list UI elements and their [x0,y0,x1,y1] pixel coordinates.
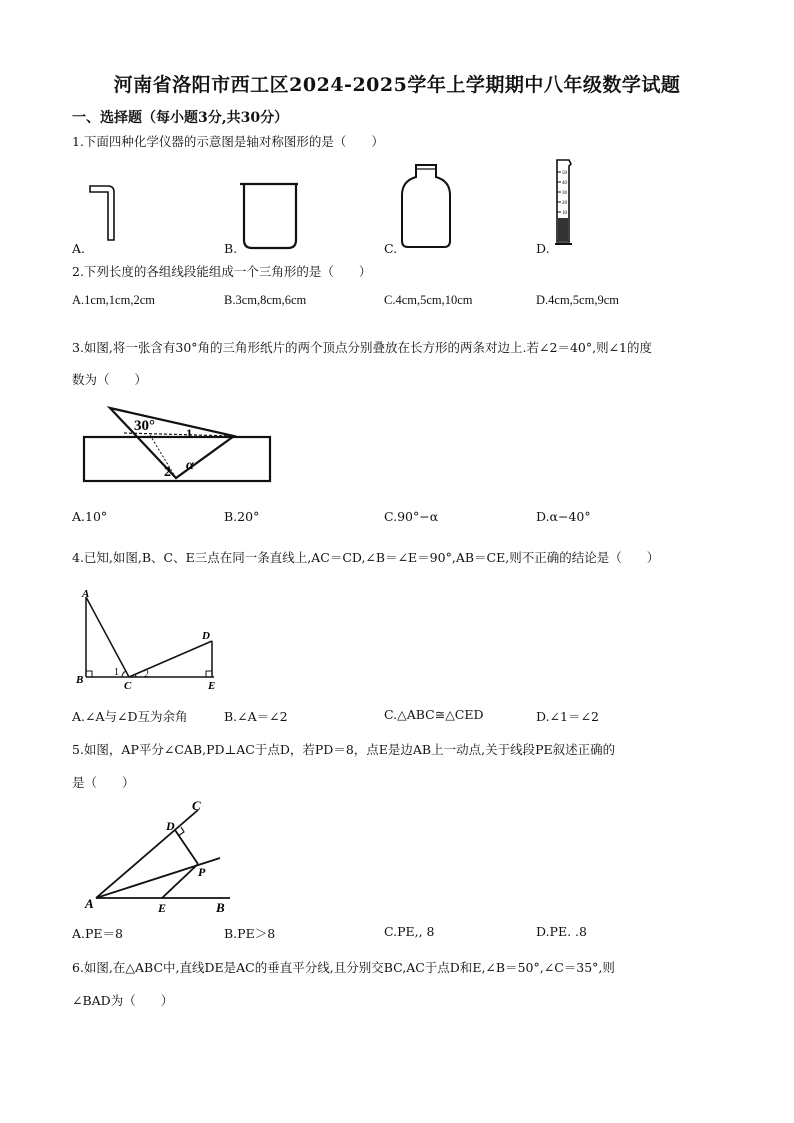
q3-label-30: 30° [134,418,155,434]
q3-option-d[interactable]: D.α−40° [536,509,591,524]
section-heading: 一、选择题（每小题3分,共30分） [72,110,289,126]
q6-stem-line1: 6.如图,在△ABC中,直线DE是AC的垂直平分线,且分别交BC,AC于点D和E,∠B＝50°,∠C＝35°,则 [72,960,615,975]
q1-option-b[interactable]: B. [224,241,238,256]
q5-stem-line2: 是（ ） [72,775,135,790]
q3-option-a[interactable]: A.10° [72,509,108,524]
q2-option-a[interactable]: A.1cm,1cm,2cm [72,293,155,307]
cylinder-tick-30: 30 [562,191,567,196]
q5-option-a[interactable]: A.PE＝8 [72,926,123,941]
q2-option-c[interactable]: C.4cm,5cm,10cm [384,293,473,307]
q4-option-d[interactable]: D.∠1＝∠2 [536,709,599,724]
q3-label-1: 1 [186,426,193,441]
q4-label-c: C [124,680,132,692]
cylinder-tick-20: 20 [562,201,567,206]
q5-option-d[interactable]: D.PE. .8 [536,924,587,939]
q5-label-a: A [85,896,94,911]
q3-option-c[interactable]: C.90°−α [384,509,439,524]
cylinder-tick-50: 50 [562,171,567,176]
q5-label-p: P [198,865,206,879]
q4-label-1: 1 [114,667,119,678]
q5-figure [82,796,252,916]
q3-label-2: 2 [164,465,171,480]
q4-label-b: B [76,674,84,686]
q1-figure-b-beaker [236,178,306,258]
q5-label-e: E [158,901,167,915]
q5-stem-line1: 5.如图，AP平分∠CAB,PD⊥AC于点D，若PD＝8，点E是边AB上一动点,关于线段PE叙述正确的 [72,742,616,757]
q3-figure [84,405,284,485]
q5-option-b[interactable]: B.PE＞8 [224,926,276,941]
q2-stem: 2.下列长度的各组线段能组成一个三角形的是（ ） [72,264,372,279]
q1-option-d[interactable]: D. [536,241,550,256]
q4-label-2: 2 [144,669,149,680]
q4-stem: 4.已知,如图,B、C、E三点在同一条直线上,AC＝CD,∠B＝∠E＝90°,AB＝CE,则不正确的结论是（ ） [72,550,660,565]
q1-stem: 1.下面四种化学仪器的示意图是轴对称图形的是（ ） [72,134,384,149]
q4-label-a: A [82,588,90,600]
q2-option-b[interactable]: B.3cm,8cm,6cm [224,293,307,307]
q5-label-b: B [216,900,225,915]
q1-figure-a-tube [88,178,128,268]
q3-stem-line2: 数为（ ） [72,372,148,387]
q5-label-d: D [166,819,175,833]
cylinder-tick-40: 40 [562,181,567,186]
q4-option-a[interactable]: A.∠A与∠D互为余角 [72,709,188,724]
q6-stem-line2: ∠BAD为（ ） [72,993,174,1008]
q1-option-a[interactable]: A. [72,241,86,256]
cylinder-tick-10: 10 [562,211,567,216]
q3-stem-line1: 3.如图,将一张含有30°角的三角形纸片的两个顶点分别叠放在长方形的两条对边上.若∠2＝40°,则∠1的度 [72,340,653,355]
q3-label-alpha: α [186,458,194,473]
q4-option-b[interactable]: B.∠A＝∠2 [224,709,288,724]
q4-figure [74,587,224,692]
q1-figure-d-cylinder [551,158,581,248]
q4-option-c[interactable]: C.△ABC≅△CED [384,707,484,722]
page-title: 河南省洛阳市西工区2024-2025学年上学期期中八年级数学试题 [113,74,681,96]
q4-label-d: D [202,630,210,642]
q1-figure-c-bottle [400,163,460,253]
q3-option-b[interactable]: B.20° [224,509,260,524]
q1-option-c[interactable]: C. [384,241,398,256]
q5-option-c[interactable]: C.PE,, 8 [384,924,435,939]
q5-label-c: C [192,798,201,813]
q4-label-e: E [208,680,216,692]
q2-option-d[interactable]: D.4cm,5cm,9cm [536,293,619,307]
